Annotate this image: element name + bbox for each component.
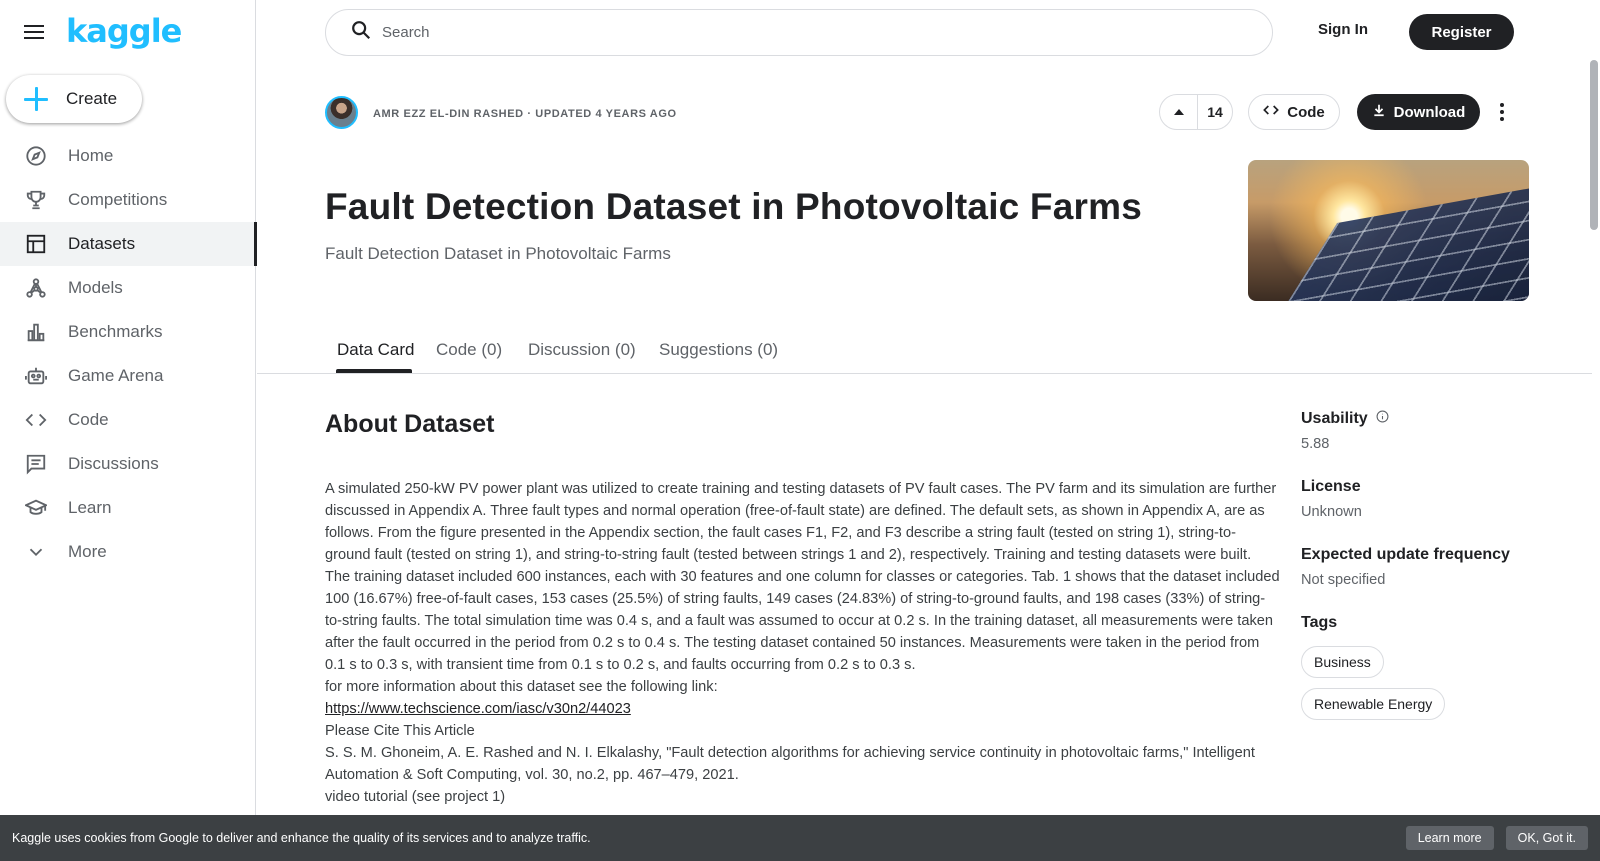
frequency-value: Not specified xyxy=(1301,572,1386,588)
chevron-down-icon xyxy=(24,540,48,564)
avatar[interactable] xyxy=(325,96,358,129)
caret-up-icon[interactable] xyxy=(1160,95,1198,129)
download-button[interactable] xyxy=(1357,94,1480,130)
robot-icon xyxy=(24,364,48,388)
sidebar-item-datasets[interactable] xyxy=(0,222,256,266)
hamburger-menu-icon[interactable] xyxy=(24,22,48,42)
sidebar-item-label: Code xyxy=(68,410,109,429)
create-button[interactable] xyxy=(6,75,142,123)
download-button-label: Download xyxy=(1393,103,1466,121)
dataset-cover-image xyxy=(1248,160,1529,301)
tab-code[interactable]: Code (0) xyxy=(436,340,503,359)
sidebar-item-label: Datasets xyxy=(68,234,136,253)
sidebar-item-home[interactable] xyxy=(0,134,256,178)
code-button[interactable] xyxy=(1248,94,1340,130)
trophy-icon xyxy=(24,188,48,212)
search-input[interactable] xyxy=(325,9,1273,56)
license-label: License xyxy=(1301,478,1361,495)
sign-in-button[interactable]: Sign In xyxy=(1318,21,1368,38)
graduation-cap-icon xyxy=(24,496,48,520)
upvote-button[interactable] xyxy=(1159,94,1233,130)
info-icon[interactable] xyxy=(1376,410,1389,428)
video-tutorial-text: video tutorial (see project 1) xyxy=(325,789,506,805)
about-paragraph: A simulated 250-kW PV power plant was utilized to create training and testing datasets of PV fault cases. The PV farm and its simulation are further discussed in Appendix A. Three fault types and normal operation (free-of-fault state) are defined. The default sets, as shown in Appendix A, are as follows. From the figure presented in the Appendix section, the fault cases F1, F2, and F3 describe a string fault (tested on string 1), string-to-ground fault (tested on string 1), and string-to-string fault (tested between strings 1 and 2), respectively. Training and testing datasets were built. The training dataset included 600 instances, each with 30 features and one column for classes or categories. Tab. 1 shows that the dataset included 100 (16.67%) free-of-fault cases, 153 cases (25.5%) of string faults, 149 cases (24.83%) of string-to-ground faults, and 198 cases (33%) of string-to-string faults. The total simulation time was 0.4 s, and a fault was assumed to occur at 0.2 s. In the training dataset, all measurements were taken after the fault occurred in the period from 0.2 s to 0.4 s. The testing dataset contained 50 instances. Measurements were taken in the period from 0.1 s to 0.3 s, with transient time from 0.1 s to 0.2 s, and faults occurring from 0.2 s to 0.3 s. xyxy=(325,481,1280,673)
ok-got-it-button[interactable]: OK, Got it. xyxy=(1506,826,1588,850)
more-info-text: for more information about this dataset see the following link: xyxy=(325,679,718,695)
search-placeholder: Search xyxy=(382,24,430,41)
dataset-byline: AMR EZZ EL-DIN RASHED · UPDATED 4 YEARS AGO xyxy=(373,108,677,120)
sidebar xyxy=(0,0,256,861)
tab-discussion[interactable]: Discussion (0) xyxy=(528,340,636,359)
tab-data-card[interactable]: Data Card xyxy=(337,340,415,359)
register-button[interactable]: Register xyxy=(1409,14,1514,50)
sidebar-item-label: Competitions xyxy=(68,190,168,209)
sidebar-item-learn[interactable] xyxy=(0,486,256,530)
sidebar-item-label: Models xyxy=(68,278,123,297)
upvote-count: 14 xyxy=(1207,104,1223,120)
sidebar-item-label: More xyxy=(68,542,107,561)
sidebar-item-discussions[interactable] xyxy=(0,442,256,486)
kaggle-logo[interactable]: kaggle xyxy=(66,12,182,50)
tag-chip[interactable]: Business xyxy=(1301,646,1384,678)
tab-suggestions[interactable]: Suggestions (0) xyxy=(659,340,779,359)
page-title: Fault Detection Dataset in Photovoltaic Farms xyxy=(325,186,1142,227)
learn-more-button[interactable]: Learn more xyxy=(1406,826,1494,850)
sidebar-item-models[interactable] xyxy=(0,266,256,310)
bar-chart-icon xyxy=(24,320,48,344)
active-tab-indicator xyxy=(336,369,412,373)
cookie-text: Kaggle uses cookies from Google to deliver and enhance the quality of its services and to analyze traffic. xyxy=(12,831,591,845)
usability-block xyxy=(1301,410,1561,478)
scrollbar-thumb[interactable] xyxy=(1590,60,1598,230)
sidebar-item-label: Benchmarks xyxy=(68,322,163,341)
sidebar-item-game-arena[interactable] xyxy=(0,354,256,398)
code-icon xyxy=(1263,102,1279,122)
sidebar-item-benchmarks[interactable] xyxy=(0,310,256,354)
sidebar-item-code[interactable] xyxy=(0,398,256,442)
download-icon xyxy=(1372,103,1386,121)
table-icon xyxy=(24,232,48,256)
code-icon xyxy=(24,408,48,432)
about-content xyxy=(325,478,1280,808)
sidebar-item-more[interactable] xyxy=(0,530,256,574)
tags-block xyxy=(1301,614,1561,730)
model-icon xyxy=(24,276,48,300)
plus-icon xyxy=(24,87,48,111)
code-button-label: Code xyxy=(1287,103,1325,121)
frequency-label: Expected update frequency xyxy=(1301,546,1510,563)
page-subtitle: Fault Detection Dataset in Photovoltaic Farms xyxy=(325,244,671,263)
discussion-icon xyxy=(24,452,48,476)
license-value: Unknown xyxy=(1301,504,1362,520)
sidebar-nav xyxy=(0,134,256,574)
dataset-meta xyxy=(1301,410,1561,730)
sidebar-item-competitions[interactable] xyxy=(0,178,256,222)
tags-label: Tags xyxy=(1301,614,1338,631)
cookie-banner xyxy=(0,815,1600,861)
usability-label: Usability xyxy=(1301,410,1368,427)
frequency-block xyxy=(1301,546,1561,614)
cite-heading: Please Cite This Article xyxy=(325,723,475,739)
citation-text: S. S. M. Ghoneim, A. E. Rashed and N. I. Elkalashy, "Fault detection algorithms for achieving service continuity in photovoltaic farms," Intelligent Automation & Soft Computing, vol. 30, no.2, pp. 467–479, 2021. xyxy=(325,745,1255,783)
about-heading: About Dataset xyxy=(325,410,495,438)
search-icon xyxy=(350,19,372,46)
article-link[interactable]: https://www.techscience.com/iasc/v30n2/44023 xyxy=(325,701,631,717)
sidebar-item-label: Game Arena xyxy=(68,366,164,385)
license-block xyxy=(1301,478,1561,546)
usability-value: 5.88 xyxy=(1301,436,1330,452)
sidebar-item-label: Learn xyxy=(68,498,112,517)
sidebar-item-label: Discussions xyxy=(68,454,159,473)
more-options-icon[interactable] xyxy=(1490,96,1514,128)
tag-chip[interactable]: Renewable Energy xyxy=(1301,688,1445,720)
compass-icon xyxy=(24,144,48,168)
tab-bar xyxy=(257,324,1592,374)
sidebar-item-label: Home xyxy=(68,146,114,165)
create-label: Create xyxy=(66,89,118,108)
